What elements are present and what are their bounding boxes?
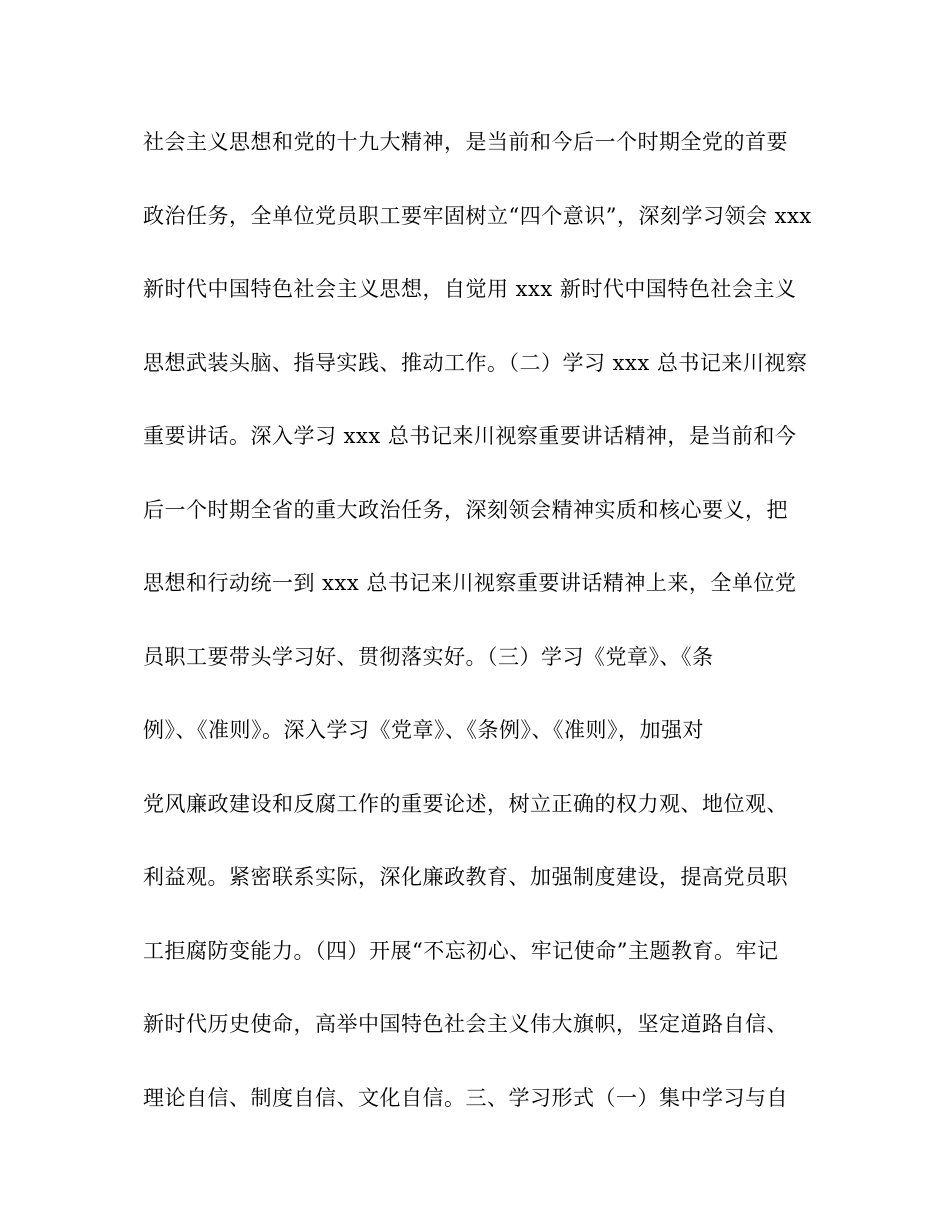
- text-line-10: 党风廉政建设和反腐工作的重要论述，树立正确的权力观、地位观、: [143, 791, 788, 816]
- text-line-2: 政治任务，全单位党员职工要牢固树立“四个意识”，深刻学习领会 xxx: [143, 203, 812, 228]
- text-line-9: 例》、《准则》。深入学习《党章》、《条例》、《准则》，加强对: [143, 718, 704, 742]
- text-line-12: 工拒腐防变能力。（四）开展“不忘初心、牢记使命”主题教育。牢记: [143, 938, 779, 963]
- text-line-1: 社会主义思想和党的十九大精神，是当前和今后一个时期全党的首要: [143, 130, 788, 154]
- text-line-8: 员职工要带头学习好、贯彻落实好。（三）学习《党章》、《条: [143, 644, 714, 669]
- text-line-13: 新时代历史使命，高举中国特色社会主义伟大旗帜，坚定道路自信、: [143, 1012, 788, 1036]
- text-line-4: 思想武装头脑、指导实践、推动工作。（二）学习 xxx 总书记来川视察: [143, 350, 808, 375]
- text-line-14: 理论自信、制度自信、文化自信。三、学习形式（一）集中学习与自: [143, 1085, 788, 1110]
- text-line-6: 后一个时期全省的重大政治任务，深刻领会精神实质和核心要义，把: [143, 497, 788, 522]
- text-line-7: 思想和行动统一到 xxx 总书记来川视察重要讲话精神上来，全单位党: [143, 571, 797, 595]
- text-line-3: 新时代中国特色社会主义思想，自觉用 xxx 新时代中国特色社会主义: [143, 277, 797, 301]
- text-line-5: 重要讲话。深入学习 xxx 总书记来川视察重要讲话精神，是当前和今: [143, 424, 797, 448]
- text-line-11: 利益观。紧密联系实际，深化廉政教育、加强制度建设，提高党员职: [143, 865, 788, 889]
- body-text: [143, 122, 823, 1151]
